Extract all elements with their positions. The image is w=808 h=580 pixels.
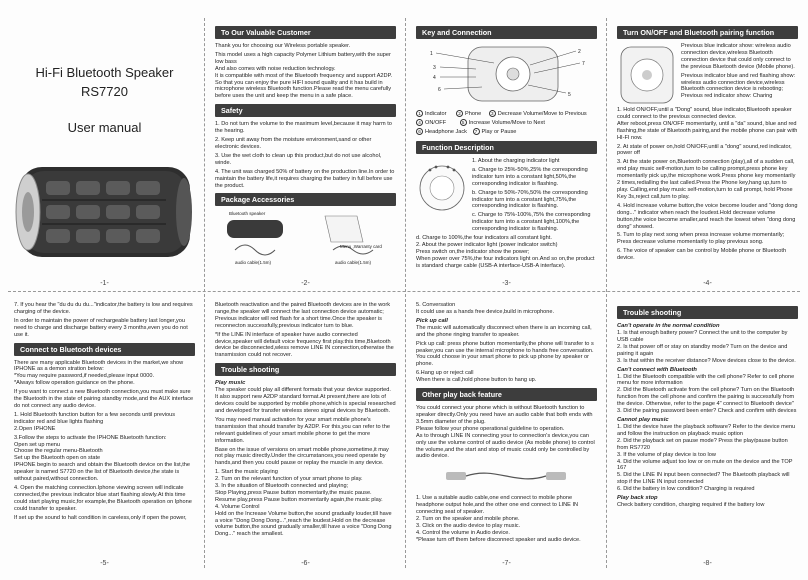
- legend-label: Indicator: [425, 111, 447, 117]
- section-header-safety: Safety: [215, 104, 396, 117]
- paragraph: 2. Is that power off or stay on standby mode? Turn on the device and pairing it again: [617, 343, 788, 357]
- svg-text:2: 2: [578, 49, 581, 55]
- cover-title: Hi-Fi Bluetooth Speaker: [35, 65, 174, 80]
- fold-line-3: [606, 18, 607, 568]
- paragraph: Please follow your phone operational guideline to operation.: [416, 425, 565, 432]
- paragraph: *Please turn off them before disconnect speaker and audio device.: [416, 536, 581, 543]
- paragraph: 4. Control the volume in Audio device.: [416, 529, 510, 536]
- paragraph: 6. The voice of speaker can be control by Mobile phone or Bluetooth device.: [617, 248, 787, 262]
- paragraph: 1. Did the device have the playback software? Refer to the device menu and follow the instruction on playback music option: [617, 423, 796, 437]
- svg-text:6: 6: [438, 87, 441, 93]
- accessory-label: audio cable(1.5m): [335, 260, 372, 266]
- function-item: b. Charge to 50%-70%,50% the corresponding indicator turn into a constant light,75%,the corresponding indicator is flashing.: [472, 189, 588, 210]
- svg-text:1: 1: [430, 51, 433, 57]
- paragraph: 4. Volume Control: [215, 503, 260, 510]
- paragraph: There are many applicable Bluetooth devices in the market,we show IPHONE as a demon stration below:: [14, 359, 184, 373]
- paragraph: 4. Hold increase volume button,the voice become louder and "dong dong dong..." indicator when reach the loudest.Hold decrease volume button,the voice become smaller,and reach the lowest when "dong dong dong" showed.: [617, 202, 798, 230]
- cable-illustration: [416, 462, 597, 490]
- safety-item: 1. Do not turn the volume to the maximum level,because it may harm to the hearing.: [215, 121, 392, 135]
- paragraph: 3. Did the pairing password been enter? Check and confirm with devices: [617, 408, 797, 415]
- paragraph: 7. If you hear the "du du du du..."indicator,the battery is low and requires charging of the device.: [14, 302, 193, 315]
- paragraph: Set up the Bluetooth open on state: [14, 455, 101, 462]
- subheading: Can't operate in the normal condition: [617, 323, 720, 329]
- legend-number: 7: [473, 128, 480, 135]
- paragraph: 3. At the state power on,Bluetooth connection (play),all of a sudden call, end play music self-motion,turn to be calling prompt,press phone key momentarily pick up,the microphone work.Press phone key momentarily 2 times,redialling the last called.Press the Phone key,hang up,turn to play. Calling,end play music self-motion,turn to call prompt, hold Phone Key 3s,reject call,turn to play.: [617, 159, 796, 200]
- function-block: [416, 158, 597, 235]
- paragraph: If you want to connect a new Bluetooth connection,you must make sure the Bluetooth in the state of pairing standby mode,and the AUX interface do not connect any audio device.: [14, 389, 194, 409]
- paragraph: It could use as a hands free device,build in microphone.: [416, 308, 555, 315]
- paragraph: 1. Hold Bluetooth function button for a few seconds until previous indicator red and blue lights flashing: [14, 411, 176, 425]
- paragraph: Check battery condition, charging required if the battery low: [617, 502, 765, 509]
- svg-text:5: 5: [568, 92, 571, 98]
- safety-item: 2. Keep unit away from the moisture environment,sand or other electronic devices.: [215, 137, 372, 150]
- fold-line-1: [204, 18, 205, 568]
- page-2: [209, 16, 402, 291]
- page-number: -5-: [100, 560, 109, 567]
- paragraph: Open set up menu: [14, 441, 61, 448]
- speaker-top-illustration: [617, 43, 677, 107]
- page-number: -3-: [502, 280, 511, 287]
- legend-label: Decrease Volume/Move to Previous: [497, 111, 587, 117]
- legend-label: Play or Pause: [481, 129, 517, 135]
- legend-label: Increase Volume/Move to Next: [468, 120, 545, 126]
- fold-line-2: [405, 18, 406, 568]
- paragraph: 1. Did the Bluetooth compatible with the cell phone? Refer to cell phone menu for more information: [617, 373, 795, 387]
- paragraph: 3. If the volume of play device is too low: [617, 451, 716, 458]
- section-header-accessories: Package Accessories: [215, 193, 396, 206]
- section-header-trouble-2: Trouble shooting: [617, 306, 798, 319]
- paragraph: Hold on the Increase Volume button,the sound gradually louder,till have a voice "Dong Dong Dong...",reach the loudest.Hold on the decrease volume button,the sound gradually smaller,till have a voice "Dong Dong Dong..." reach the smallest.: [215, 510, 392, 538]
- svg-text:4: 4: [433, 75, 436, 81]
- function-item: a. Charge to 25%-50%,25% the corresponding indicator turn into a constant light,50%,the corresponding indicator is flashing.: [472, 166, 588, 187]
- paragraph: 1. Is that enough battery power? Connect the unit to the computer by USB cable: [617, 330, 788, 343]
- section-header-customer: To Our Valuable Customer: [215, 26, 396, 39]
- paragraph: The music will automatically disconnect when there is an incoming call, and the phone ringing transfer to speaker.: [416, 324, 592, 338]
- paragraph: As to through LINE IN connecting your to connection's device,you can only use the volume control of audio device (As mobile phone) to control the volume,and the start and stop of music could only be controlled by audio device.: [416, 432, 595, 460]
- safety-item: 4. The unit was charged 50% of battery on the production line.In order to maintain the battery life,it requires charging the battery in full before use the product.: [215, 168, 395, 189]
- page-number: -4-: [703, 280, 712, 287]
- safety-item: 3. Use the wet cloth to clean up this product,but do not use alcohol, winde.: [215, 152, 382, 166]
- key-legend: [416, 110, 597, 137]
- paragraph: 3. Is that within the receiver distance? Move devices close to the device.: [617, 357, 796, 364]
- pairing-side-text: [681, 43, 798, 107]
- paragraph: If set up the sound to halt condition in careless,only if open the power,: [14, 514, 187, 521]
- page-1-cover: [8, 16, 201, 291]
- paragraph: 1. Hold ON/OFF,until a "Dong" sound, blue indicator,Bluetooth speaker could connect to the previous connected device.: [617, 107, 792, 120]
- function-text: [472, 158, 597, 235]
- legend-label: Headphone Jack: [425, 129, 467, 135]
- paragraph: Bluetooth reactivation and the paired Bluetooth devices are in the work range,the speaker will connect the last connection device automatic; Previous indicator will red flash for a short time.Once the speaker is reconnecton successfully,previous indicator turn to blue.: [215, 302, 391, 329]
- paragraph: 3. In the situation of Bluetooth connected and playing;: [215, 483, 349, 490]
- legend-number: 3: [489, 110, 496, 117]
- paragraph: *Always follow operation guidance on the phone.: [14, 380, 135, 387]
- key-diagram: [416, 43, 597, 105]
- paragraph: 4. Open the matching connection.Iphone viewing screen will indicate connected,the previous indicator blue start flashing slowly.At this time could start playing music,for example,the Bluetooth operation on Iphone could transfer to speaker.: [14, 484, 192, 512]
- function-item: 2. About the power indicator light (power indicator switch): [416, 241, 558, 248]
- accessory-label: audio cable(1.5m): [235, 260, 272, 266]
- page-3: [410, 16, 603, 291]
- paragraph: 2. Did the playback set on pause mode? Press the play/pause button from RS7720: [617, 437, 788, 451]
- paragraph: Previous indicator blue and red flashing show: wireless audio connection device,wireless Bluetooth connection device is rebooting;: [681, 72, 796, 93]
- paragraph: 2. Turn on the relevant function of your smart phone to play.: [215, 476, 363, 483]
- pairing-block: [617, 43, 798, 107]
- accessory-label: Bluetooth speaker: [229, 211, 266, 217]
- function-item: c. Charge to 75%-100%,75% the corresponding indicator turn into a constant light,100%,the corresponding indicator is flashing.: [472, 212, 591, 233]
- paragraph: This model uses a high capacity Polymer Lithium battery,with the super low bass: [215, 51, 391, 65]
- section-header-function: Function Description: [416, 141, 597, 154]
- accessories-figure: [215, 210, 396, 270]
- paragraph: Base on the issue of versions on smart mobile phone,sometime,it may not play music directly.Under the circumstances,you need operate by hands,and then you could pause or replay the muscle in any device.: [215, 446, 389, 467]
- page-6: [209, 296, 402, 571]
- paragraph: 1. Start the music playing: [215, 469, 278, 476]
- paragraph: 5. Turn to play next song when press increase volume momentarily; Press decrease volume momentarily to play previous song.: [617, 232, 785, 246]
- cover-subtitle: User manual: [67, 120, 142, 135]
- paragraph: And also comes with noise reduction technology.: [215, 65, 336, 72]
- paragraph: *If the LINE IN interface of speaker have audio connected device,speaker will default voice frequency first play.this time,Bluetooth device be disconnected,wless remove LINE IN connection,otherwise the transmission could not recover.: [215, 331, 394, 359]
- paragraph: 2.Open IPHONE: [14, 425, 56, 432]
- page-number: -1-: [100, 280, 109, 287]
- paragraph: You may need manual activation for your smart mobile phone's transmission that should transfer by A2DP. For this,you can refer to the relevant guidelines of your smart mobile phone to get the more information.: [215, 416, 390, 444]
- paragraph: 5. Did the LINE IN input been connected? The Bluetooth playback will stop if the LINE IN input connected: [617, 472, 790, 486]
- speaker-illustration: [14, 159, 195, 264]
- section-header-connect: Connect to Bluetooth devices: [14, 343, 195, 356]
- svg-text:7: 7: [582, 61, 585, 67]
- function-item: When power over 75%,the four indicators light on.And so on,the product is standard charge cable (USB-A interface-USB-A interface).: [416, 255, 595, 269]
- paragraph: So that you can enjoy the pure HIFI sound quality and it has build in microphone wireless Bluetooth function.Please read the menu carefully before uses the unit and keep the menu in a safe place.: [215, 79, 391, 100]
- paragraph: Resume play,press Pause button momentarily again,the music play.: [215, 496, 383, 503]
- legend-number: 2: [456, 110, 463, 117]
- function-item: 1. About the charging indicator light: [472, 158, 560, 164]
- paragraph: 5. Conversation: [416, 302, 456, 308]
- page-5: [8, 296, 201, 571]
- paragraph: It is compatible with most of the Bluetooth frequency and support A2DP.: [215, 72, 393, 79]
- legend-label: Phone: [465, 111, 482, 117]
- page-number: -2-: [301, 280, 310, 287]
- page-4: [611, 16, 804, 291]
- paragraph: Choose the regular menu-Bluetooth: [14, 448, 103, 455]
- subheading: Cannot play music: [617, 416, 669, 423]
- subheading: Pick up call: [416, 317, 448, 324]
- indicator-illustration: [416, 158, 468, 220]
- accessory-label: Menu ,Warranty card: [340, 244, 382, 250]
- page-number: -8-: [703, 560, 712, 567]
- paragraph: 6.Hang up or reject call: [416, 370, 474, 377]
- section-header-keys: Key and Connection: [416, 26, 597, 39]
- subheading: Play back stop: [617, 495, 658, 502]
- paragraph: IPHONE begin to search and obtain the Bluetooth device on the list,the speaker is named S7720 on the list of Bluetooth device,the state is without paired,without connection.: [14, 462, 191, 483]
- section-header-playback: Other play back feature: [416, 388, 597, 401]
- page-8: [611, 296, 804, 571]
- function-item: d. Charge to 100%,the four indicators all constant light.: [416, 235, 552, 242]
- page-number: -7-: [502, 560, 511, 567]
- legend-number: 6: [416, 128, 423, 135]
- paragraph: In order to maintain the power of rechargeable battery last longer,you need to charge and discharge battery every 3 months,even you do not use it.: [14, 317, 188, 338]
- paragraph: 4. Did the volume adjust too low or on mute on the device and the TOP 167: [617, 458, 793, 472]
- paragraph: 3.Follow the steps to activate the IPHONE Bluetooth function:: [14, 434, 167, 441]
- legend-number: 5: [460, 119, 467, 126]
- page-number: -6-: [301, 560, 310, 567]
- paragraph: Stop Playing,press Pause button momentarily,the music pause.: [215, 489, 372, 496]
- subheading: Play music: [215, 380, 246, 387]
- paragraph: 3. Click on the audio device to play music.: [416, 522, 521, 529]
- function-item: Press switch on,the indicator show the power;: [416, 248, 530, 255]
- paragraph: After reboot,press ON/OFF momentarily, until a "da" sound, blue and red flashing,the state of Bluetooth pairing,and the mobile phone can pair with HI-FI now.: [617, 120, 798, 141]
- paragraph: Previous blue indicator show: wireless audio connection device,wireless Bluetooth connection device that could only connect to the previous Bluetooth device (Mobile phone).: [681, 43, 795, 70]
- section-header-pairing: Turn ON/OFF and Bluetooth pairing function: [617, 26, 798, 39]
- legend-number: 4: [416, 119, 423, 126]
- section-header-trouble: Trouble shooting: [215, 363, 396, 376]
- paragraph: Pick up call: press phone button momentarily,the phone will transfer to s peaker,you can use the internal microphone to hands free conversation. You could choose in your smart phone to pick up phone by speaker or phone.: [416, 340, 594, 368]
- legend-label: ON/OFF: [425, 120, 447, 126]
- page-7: [410, 296, 603, 571]
- paragraph: You could connect your phone which is without Bluetooth function to speaker directly.Only you need have an audio cable that both ends with 3.5mm diameter of the plug.: [416, 405, 593, 425]
- fold-line-horizontal: [8, 291, 800, 292]
- paragraph: 1. Use a suitable audio cable,one end connect to mobile phone headphone output hole,and the other one end connect to LINE IN connecting seat of speaker.: [416, 495, 579, 516]
- paragraph: 2. At state of power on,hold ON/OFF,until a "dong" sound,red indicator, power off: [617, 143, 792, 157]
- paragraph: The speaker could play all different formats that your device supported.: [215, 387, 391, 394]
- paragraph: Previous red indicator show: Charing: [681, 93, 773, 100]
- paragraph: Thank you for choosing our Wireless portable speaker.: [215, 43, 351, 49]
- paragraph: 6. Did the battery in low condition? Charging is required: [617, 486, 755, 493]
- paragraph: It also support new A2DP standard format.At present,there are lots of devices could be supported by mobile phone,which is special researched and developed for transfer wireless stereo signal devices by Bluetooth.: [215, 394, 396, 414]
- legend-number: 1: [416, 110, 423, 117]
- svg-text:3: 3: [433, 65, 436, 71]
- paragraph: 2. Did the Bluetooth activate from the cell phone? Turn on the Bluetooth function from the cell phone and confirm the pairing is successfully from the device. Otherwise, refer to the page 4" connect to Bluetooth device": [617, 387, 795, 408]
- cover-model: RS7720: [81, 84, 128, 99]
- paragraph: *You may require password,if needed,please input 0000.: [14, 373, 155, 380]
- subheading: Can't connect with Bluetooth: [617, 366, 697, 373]
- paragraph: 2. Turn on the speaker and mobile phone.: [416, 516, 520, 523]
- paragraph: When there is call,hold phone button to hang up.: [416, 377, 537, 384]
